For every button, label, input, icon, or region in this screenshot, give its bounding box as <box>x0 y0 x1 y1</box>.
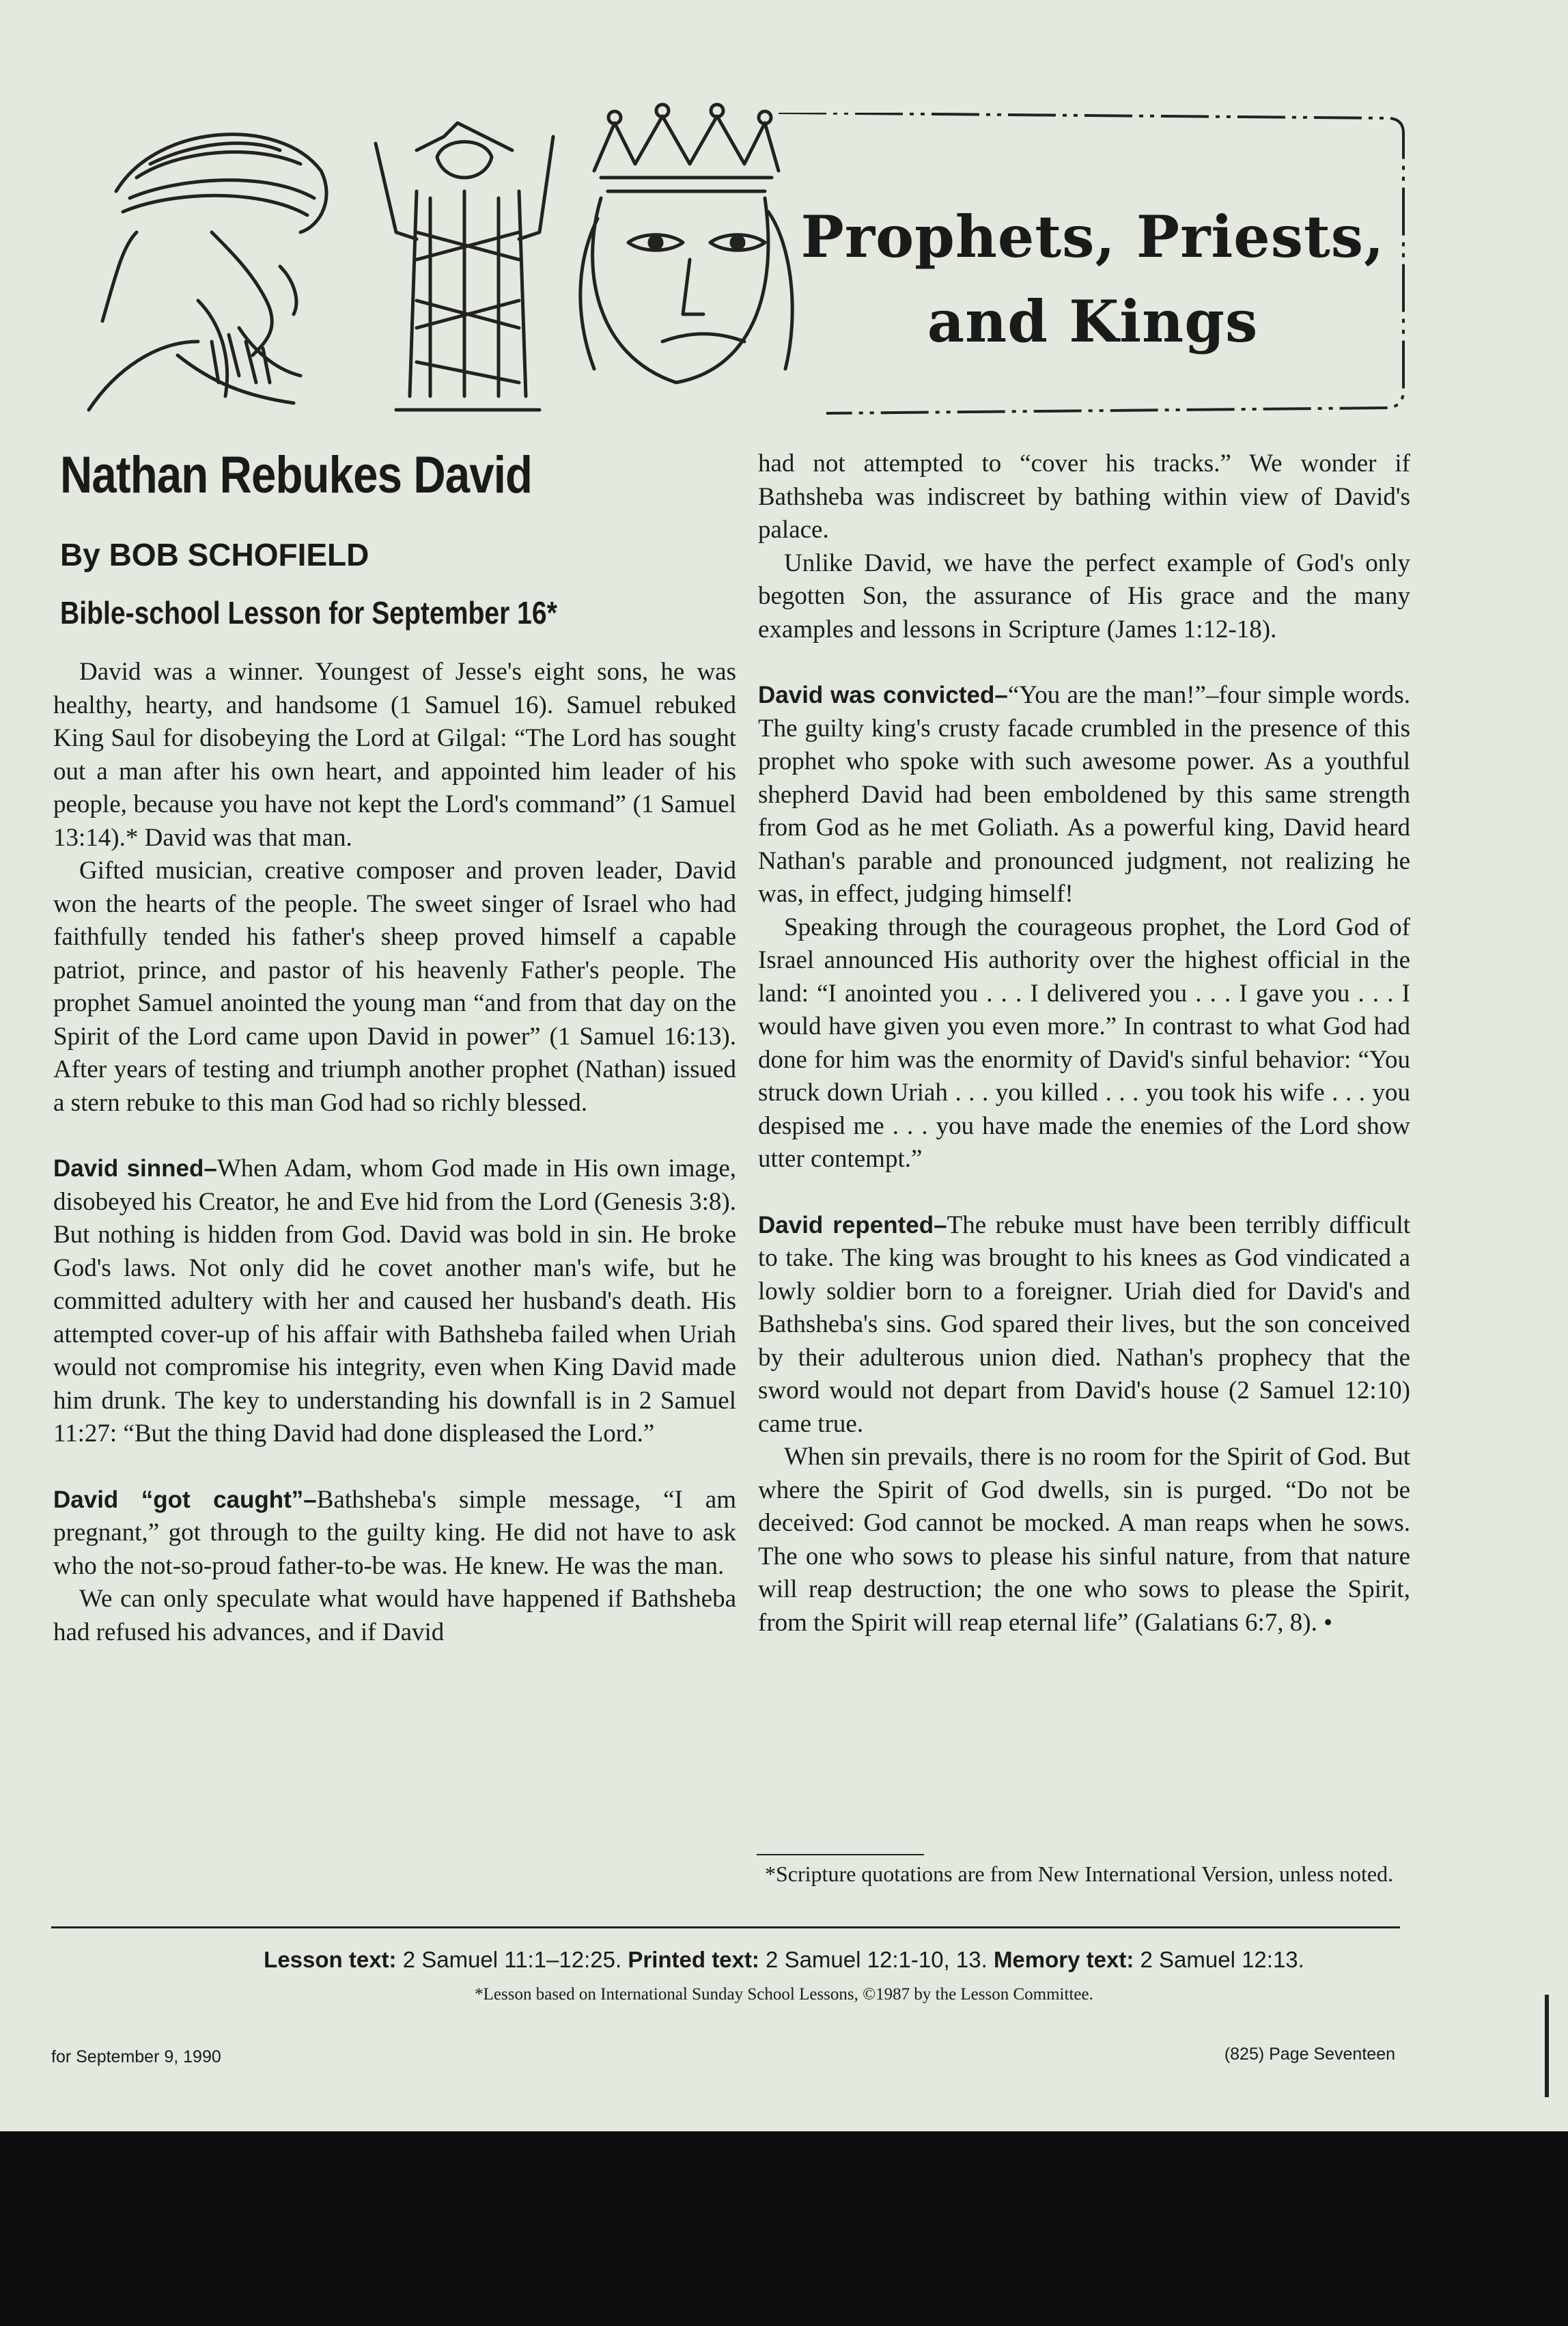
memory-text-label: Memory text: <box>993 1947 1134 1972</box>
section-heading: David repented– <box>758 1211 947 1238</box>
body-paragraph: We can only speculate what would have happened if Bathsheba had refused his advances, and if David <box>53 1585 736 1646</box>
body-paragraph: Unlike David, we have the perfect example of God's only begotten Son, the assurance of His grace and the many examples and lessons in Scripture (James 1:12-18). <box>758 549 1410 643</box>
lesson-text-label: Lesson text: <box>264 1947 397 1972</box>
lesson-subtitle: Bible-school Lesson for September 16* <box>60 595 557 631</box>
section-paragraph <box>53 1152 736 1451</box>
body-paragraph: Gifted musician, creative composer and proven leader, David won the hearts of the people. The sweet singer of Israel who had faithfully tended his father's sheep proved himself a capable patriot, prince, and pastor of his heavenly Father's people. The prophet Samuel anointed the young man “and from that day on the Spirit of the Lord came upon David in power” (1 Samuel 16:13). After years of testing and triumph another prophet (Nathan) issued a stern rebuke to this man God had so richly blessed. <box>53 857 736 1117</box>
binding-edge <box>1545 1995 1549 2097</box>
series-title-line-1: Prophets, Priests, <box>800 203 1385 271</box>
section-paragraph <box>53 1484 736 1583</box>
section-text: “You are the man!”–four simple words. The guilty king's crusty facade crumbled in the presence of this prophet who spoke with such awesome power. As a youthful shepherd David had been emboldened by this same strength from God as he met Goliath. As a powerful king, David heard Nathan's parable and pronounced judgment, not realizing he was, in effect, judging himself! <box>758 681 1410 908</box>
section-paragraph <box>758 1209 1410 1441</box>
footnote: *Scripture quotations are from New International Version, unless noted. <box>765 1861 1394 1886</box>
series-title-line-2: and Kings <box>927 288 1259 355</box>
body-paragraph: When sin prevails, there is no room for the Spirit of God. But where the Spirit of God dwells, sin is purged. “Do not be deceived: God cannot be mocked. A man reaps when he sows. The one who sows to please his sinful nature, from that nature will reap destruction; the one who sows to please the Spirit, from the Spirit will reap eternal life” (Galatians 6:7, 8). • <box>758 1443 1410 1637</box>
section-paragraph <box>758 679 1410 911</box>
left-column <box>53 656 736 1649</box>
byline: By BOB SCHOFIELD <box>60 537 369 572</box>
printed-text-value: 2 Samuel 12:1-10, 13. <box>766 1947 988 1972</box>
body-paragraph: David was a winner. Youngest of Jesse's eight sons, he was healthy, hearty, and handsome (1 Samuel 16). Samuel rebuked King Saul for disobeying the Lord at Gilgal: “The Lord has sought out a man after his own heart, and appointed him leader of his people, because you have not kept the Lord's command” (1 Samuel 13:14).* David was that man. <box>53 658 736 852</box>
section-text: When Adam, whom God made in His own image, disobeyed his Creator, he and Eve hid from the Lord (Genesis 3:8). But nothing is hidden from God. David was bold in sin. He broke God's laws. Not only did he covet another man's wife, but he committed adultery with her and caused her husband's death. His attempted cover-up of his affair with Bathsheba failed when Uriah would not compromise his integrity, even when King David made him drunk. The key to understanding his downfall is in 2 Samuel 11:27: “But the thing David had done displeased the Lord.” <box>53 1154 737 1448</box>
body-paragraph: Speaking through the courageous prophet, the Lord God of Israel announced His authority over the highest official in the land: “I anointed you . . . I delivered you . . . I gave you . . . I would have given you even more.” In contrast to what God had done for him was the enormity of David's sinful behavior: “You struck down Uriah . . . you killed . . . you took his wife . . . you despised me . . . you have made the enemies of the Lord show utter contempt.” <box>758 913 1410 1173</box>
printed-text-label: Printed text: <box>628 1947 759 1972</box>
section-heading: David “got caught”– <box>53 1486 317 1513</box>
body-paragraph: had not attempted to “cover his tracks.” We wonder if Bathsheba was indiscreet by bathing within view of David's palace. <box>758 449 1410 544</box>
section-text: Bathsheba's simple message, “I am pregnant,” got through to the guilty king. He did not have to ask who the not-so-proud father-to-be was. He knew. He was the man. <box>53 1485 736 1580</box>
scan-background <box>0 2131 1568 2326</box>
series-title <box>792 195 1393 364</box>
section-heading: David was convicted– <box>758 682 1008 708</box>
section-heading: David sinned– <box>53 1155 217 1182</box>
lesson-references <box>0 1947 1568 1973</box>
right-column <box>758 447 1410 1639</box>
article-title: Nathan Rebukes David <box>60 446 533 504</box>
section-divider <box>51 1926 1400 1928</box>
footnote-rule <box>757 1854 924 1855</box>
page-number: (825) Page Seventeen <box>1224 2045 1395 2064</box>
issue-date: for September 9, 1990 <box>51 2047 221 2066</box>
section-text: The rebuke must have been terribly difficult to take. The king was brought to his knees as God vindicated a lowly soldier born to a foreigner. Uriah died for David's and Bathsheba's sins. God spared their lives, but the son conceived by their adulterous union died. Nathan's prophecy that the sword would not depart from David's house (2 Samuel 12:10) came true. <box>758 1210 1410 1438</box>
lesson-copyright-note: *Lesson based on International Sunday School Lessons, ©1987 by the Lesson Committee. <box>475 1985 1093 2004</box>
memory-text-value: 2 Samuel 12:13. <box>1140 1947 1304 1972</box>
prophets-priests-kings-illustration <box>75 96 820 424</box>
lesson-text-value: 2 Samuel 11:1–12:25. <box>402 1947 622 1972</box>
